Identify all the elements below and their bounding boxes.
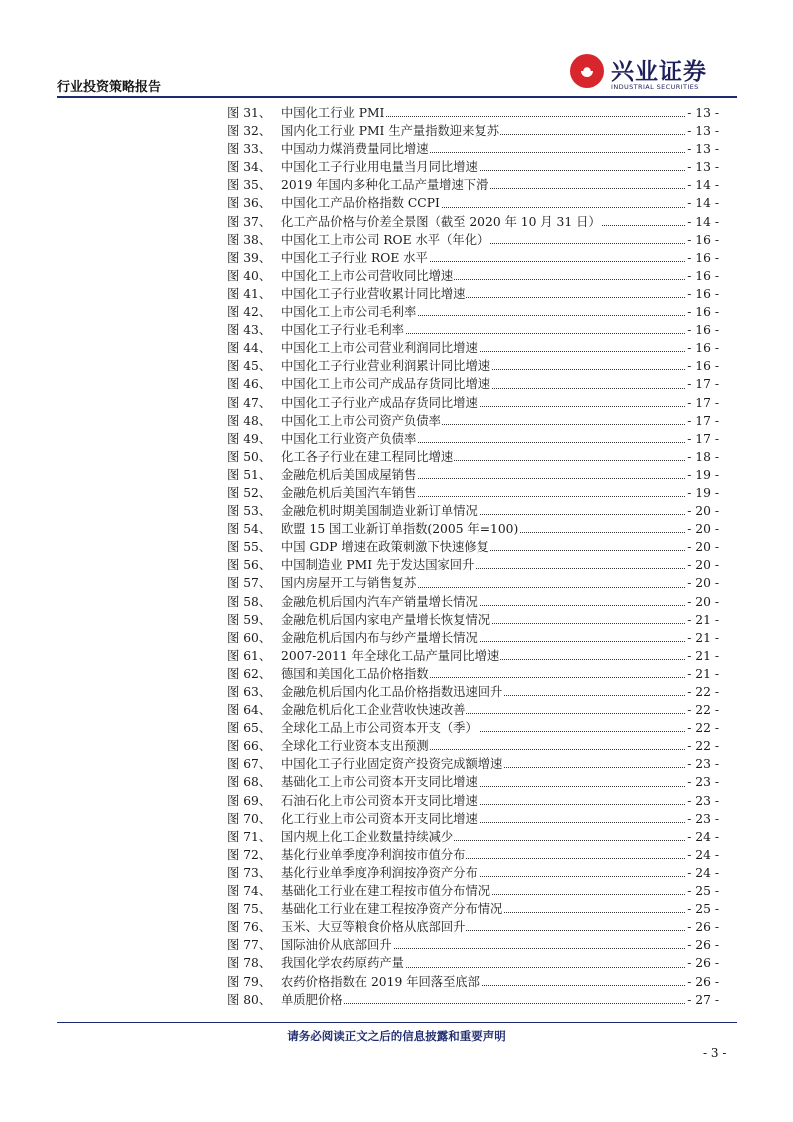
toc-entry[interactable]	[227, 122, 719, 140]
toc-figure-title: 中国化工产品价格指数 CCPI	[281, 196, 440, 211]
toc-entry[interactable]	[227, 375, 719, 393]
toc-page-number: - 25 -	[685, 882, 719, 900]
toc-entry[interactable]	[227, 502, 719, 520]
toc-title-wrap	[281, 520, 679, 538]
toc-page-number: - 13 -	[685, 140, 719, 158]
toc-figure-title: 金融危机后国内化工品价格指数迅速回升	[281, 685, 503, 699]
toc-page-number: - 16 -	[685, 249, 719, 267]
toc-figure-title: 2019 年国内多种化工品产量增速下滑	[281, 178, 489, 193]
toc-figure-title: 玉米、大豆等粮食价格从底部回升	[281, 920, 466, 935]
toc-figure-title: 国内化工行业 PMI 生产量指数迎来复苏	[281, 124, 499, 139]
toc-entry[interactable]	[227, 466, 719, 484]
toc-figure-number: 图 55、	[227, 540, 272, 555]
toc-figure-title: 中国化工上市公司营业利润同比增速	[281, 341, 478, 356]
toc-title-wrap	[281, 357, 679, 375]
toc-page-number: - 23 -	[685, 755, 719, 773]
toc-figure-title: 中国 GDP 增速在政策刺激下快速修复	[281, 540, 489, 555]
toc-title-wrap	[281, 375, 679, 393]
toc-entry[interactable]	[227, 593, 719, 611]
toc-entry[interactable]	[227, 249, 719, 267]
toc-figure-number: 图 34、	[227, 160, 272, 175]
toc-entry[interactable]	[227, 267, 719, 285]
toc-entry[interactable]	[227, 864, 719, 882]
toc-page-number: - 20 -	[685, 574, 719, 592]
toc-figure-title: 中国化工上市公司 ROE 水平（年化）	[281, 232, 490, 247]
toc-page-number: - 22 -	[685, 683, 719, 701]
toc-entry[interactable]	[227, 321, 719, 339]
toc-page-number: - 19 -	[685, 466, 719, 484]
toc-page-number: - 14 -	[685, 213, 719, 231]
footer-disclaimer: 请务必阅读正文之后的信息披露和重要声明	[287, 1029, 506, 1043]
toc-title-wrap	[281, 538, 679, 556]
toc-figure-title: 中国化工上市公司毛利率	[281, 305, 417, 320]
toc-figure-number: 图 36、	[227, 196, 272, 211]
toc-figure-number: 图 72、	[227, 847, 272, 862]
logo-chinese-text: 兴业证券	[611, 59, 707, 85]
toc-title-wrap	[281, 140, 679, 158]
toc-entry[interactable]	[227, 629, 719, 647]
toc-entry[interactable]	[227, 213, 719, 231]
toc-title-wrap	[281, 991, 679, 1009]
toc-page-number: - 22 -	[685, 737, 719, 755]
toc-figure-number: 图 64、	[227, 703, 272, 718]
toc-entry[interactable]	[227, 303, 719, 321]
toc-title-wrap	[281, 574, 679, 592]
report-type-label: 行业投资策略报告	[57, 80, 162, 95]
toc-figure-number: 图 60、	[227, 630, 272, 645]
toc-figure-number: 图 40、	[227, 268, 272, 283]
toc-page-number: - 16 -	[685, 231, 719, 249]
toc-figure-title: 金融危机后国内家电产量增长恢复情况	[281, 612, 491, 627]
toc-entry[interactable]	[227, 357, 719, 375]
toc-title-wrap	[281, 484, 679, 502]
toc-title-wrap	[281, 466, 679, 484]
toc-page-number: - 26 -	[685, 954, 719, 972]
toc-entry[interactable]	[227, 683, 719, 701]
page-number: - 3 -	[703, 1046, 727, 1060]
toc-title-wrap	[281, 339, 679, 357]
toc-figure-number: 图 66、	[227, 739, 272, 754]
toc-title-wrap	[281, 213, 679, 231]
toc-figure-number: 图 73、	[227, 865, 272, 880]
toc-title-wrap	[281, 158, 679, 176]
toc-figure-title: 中国化工上市公司资产负债率	[281, 413, 441, 428]
toc-figure-number: 图 69、	[227, 793, 272, 808]
toc-figure-title: 金融危机后国内汽车产销量增长情况	[281, 594, 478, 609]
toc-title-wrap	[281, 122, 679, 140]
toc-title-wrap	[281, 737, 679, 755]
toc-figure-title: 基础化工行业在建工程按净资产分布情况	[281, 902, 503, 917]
toc-figure-title: 中国化工子行业产成品存货同比增速	[281, 395, 478, 410]
toc-title-wrap	[281, 593, 679, 611]
toc-figure-title: 单质肥价格	[281, 992, 343, 1007]
toc-title-wrap	[281, 194, 679, 212]
toc-figure-number: 图 42、	[227, 305, 272, 320]
toc-entry[interactable]	[227, 231, 719, 249]
toc-figure-number: 图 67、	[227, 757, 272, 772]
toc-page-number: - 24 -	[685, 864, 719, 882]
toc-figure-title: 我国化学农药原药产量	[281, 956, 404, 971]
toc-figure-number: 图 56、	[227, 558, 272, 573]
toc-figure-title: 中国化工上市公司营收同比增速	[281, 268, 454, 283]
toc-figure-title: 金融危机后化工企业营收快速改善	[281, 703, 466, 718]
toc-entry[interactable]	[227, 719, 719, 737]
toc-figure-title: 中国化工子行业营收累计同比增速	[281, 286, 466, 301]
toc-title-wrap	[281, 683, 679, 701]
toc-figure-title: 金融危机后美国汽车销售	[281, 485, 417, 500]
toc-figure-title: 金融危机后美国成屋销售	[281, 467, 417, 482]
toc-title-wrap	[281, 973, 679, 991]
toc-page-number: - 17 -	[685, 412, 719, 430]
toc-figure-number: 图 75、	[227, 902, 272, 917]
toc-figure-number: 图 31、	[227, 106, 272, 120]
toc-page-number: - 26 -	[685, 936, 719, 954]
toc-figure-number: 图 52、	[227, 485, 272, 500]
toc-figure-number: 图 77、	[227, 938, 272, 953]
toc-page-number: - 19 -	[685, 484, 719, 502]
toc-title-wrap	[281, 954, 679, 972]
toc-entry[interactable]	[227, 882, 719, 900]
toc-entry[interactable]	[227, 755, 719, 773]
toc-figure-number: 图 32、	[227, 124, 272, 139]
toc-figure-number: 图 61、	[227, 648, 272, 663]
toc-title-wrap	[281, 900, 679, 918]
toc-entry[interactable]	[227, 394, 719, 412]
toc-figure-number: 图 74、	[227, 884, 272, 899]
toc-title-wrap	[281, 321, 679, 339]
toc-entry[interactable]	[227, 611, 719, 629]
toc-figure-title: 金融危机后国内布与纱产量增长情况	[281, 630, 478, 645]
toc-entry[interactable]	[227, 701, 719, 719]
toc-page-number: - 20 -	[685, 538, 719, 556]
toc-figure-number: 图 49、	[227, 431, 272, 446]
toc-entry[interactable]	[227, 430, 719, 448]
toc-page-number: - 16 -	[685, 303, 719, 321]
toc-entry[interactable]	[227, 339, 719, 357]
toc-entry[interactable]	[227, 773, 719, 791]
toc-page-number: - 20 -	[685, 520, 719, 538]
toc-entry[interactable]	[227, 918, 719, 936]
toc-figure-number: 图 65、	[227, 721, 272, 736]
toc-entry[interactable]	[227, 737, 719, 755]
toc-title-wrap	[281, 828, 679, 846]
toc-title-wrap	[281, 810, 679, 828]
toc-figure-number: 图 54、	[227, 522, 272, 537]
toc-title-wrap	[281, 665, 679, 683]
toc-page-number: - 13 -	[685, 158, 719, 176]
toc-title-wrap	[281, 285, 679, 303]
toc-entry[interactable]	[227, 900, 719, 918]
toc-figure-number: 图 53、	[227, 504, 272, 519]
toc-figure-title: 中国化工子行业营业利润累计同比增速	[281, 359, 491, 374]
toc-figure-number: 图 63、	[227, 685, 272, 699]
toc-title-wrap	[281, 719, 679, 737]
toc-title-wrap	[281, 846, 679, 864]
toc-entry[interactable]	[227, 810, 719, 828]
toc-figure-number: 图 39、	[227, 250, 272, 265]
toc-entry[interactable]	[227, 448, 719, 466]
toc-page-number: - 18 -	[685, 448, 719, 466]
toc-title-wrap	[281, 502, 679, 520]
toc-entry[interactable]	[227, 647, 719, 665]
toc-entry[interactable]	[227, 158, 719, 176]
toc-figure-title: 基础化工上市公司资本开支同比增速	[281, 775, 478, 790]
toc-entry[interactable]	[227, 574, 719, 592]
toc-entry[interactable]	[227, 538, 719, 556]
toc-title-wrap	[281, 394, 679, 412]
toc-figure-number: 图 76、	[227, 920, 272, 935]
toc-figure-title: 石油石化上市公司资本开支同比增速	[281, 793, 478, 808]
toc-title-wrap	[281, 611, 679, 629]
toc-figure-title: 国内规上化工企业数量持续减少	[281, 829, 454, 844]
toc-figure-title: 化工各子行业在建工程同比增速	[281, 449, 454, 464]
toc-figure-number: 图 46、	[227, 377, 272, 392]
toc-entry[interactable]	[227, 954, 719, 972]
toc-figure-number: 图 71、	[227, 829, 272, 844]
toc-figure-number: 图 62、	[227, 666, 272, 681]
toc-entry[interactable]	[227, 520, 719, 538]
toc-figure-title: 中国动力煤消费量同比增速	[281, 142, 429, 157]
toc-title-wrap	[281, 176, 679, 194]
toc-entry[interactable]	[227, 846, 719, 864]
toc-page-number: - 24 -	[685, 846, 719, 864]
logo-english-text: INDUSTRIAL SECURITIES	[611, 83, 699, 91]
toc-entry[interactable]	[227, 556, 719, 574]
toc-figure-number: 图 80、	[227, 992, 272, 1007]
toc-page-number: - 22 -	[685, 701, 719, 719]
toc-figure-title: 中国化工子行业 ROE 水平	[281, 250, 428, 265]
toc-figure-title: 中国化工上市公司产成品存货同比增速	[281, 377, 491, 392]
toc-page-number: - 17 -	[685, 375, 719, 393]
toc-page-number: - 26 -	[685, 918, 719, 936]
toc-page-number: - 17 -	[685, 430, 719, 448]
toc-entry[interactable]	[227, 484, 719, 502]
toc-page-number: - 21 -	[685, 629, 719, 647]
toc-title-wrap	[281, 303, 679, 321]
header-divider	[57, 96, 737, 98]
toc-figure-number: 图 58、	[227, 594, 272, 609]
toc-page-number: - 16 -	[685, 357, 719, 375]
toc-figure-title: 中国化工子行业毛利率	[281, 323, 404, 338]
company-logo	[568, 52, 738, 96]
toc-page-number: - 23 -	[685, 810, 719, 828]
toc-entry[interactable]	[227, 665, 719, 683]
toc-page-number: - 20 -	[685, 502, 719, 520]
toc-figure-title: 国内房屋开工与销售复苏	[281, 576, 417, 591]
logo-mark-icon	[568, 52, 606, 90]
footer-divider	[57, 1022, 737, 1023]
toc-entry[interactable]	[227, 792, 719, 810]
toc-page-number: - 14 -	[685, 194, 719, 212]
toc-figure-title: 中国化工行业资产负债率	[281, 431, 417, 446]
toc-entry[interactable]	[227, 828, 719, 846]
toc-page-number: - 13 -	[685, 104, 719, 122]
toc-figure-number: 图 37、	[227, 214, 272, 229]
toc-figure-title: 全球化工行业资本支出预测	[281, 739, 429, 754]
toc-figure-number: 图 48、	[227, 413, 272, 428]
toc-figure-title: 2007-2011 年全球化工品产量同比增速	[281, 648, 500, 663]
toc-figure-title: 基化行业单季度净利润按净资产分布	[281, 865, 478, 880]
toc-page-number: - 16 -	[685, 267, 719, 285]
toc-figure-number: 图 79、	[227, 974, 272, 989]
toc-page-number: - 24 -	[685, 828, 719, 846]
toc-title-wrap	[281, 267, 679, 285]
toc-entry[interactable]	[227, 194, 719, 212]
toc-page-number: - 22 -	[685, 719, 719, 737]
toc-page-number: - 27 -	[685, 991, 719, 1009]
toc-page-number: - 14 -	[685, 176, 719, 194]
toc-figure-number: 图 45、	[227, 359, 272, 374]
toc-title-wrap	[281, 936, 679, 954]
toc-title-wrap	[281, 773, 679, 791]
toc-entry[interactable]	[227, 412, 719, 430]
toc-title-wrap	[281, 430, 679, 448]
toc-title-wrap	[281, 629, 679, 647]
figure-list	[227, 104, 719, 1009]
toc-figure-title: 中国化工行业 PMI	[281, 106, 385, 120]
toc-page-number: - 20 -	[685, 593, 719, 611]
toc-figure-number: 图 50、	[227, 449, 272, 464]
toc-figure-number: 图 44、	[227, 341, 272, 356]
toc-page-number: - 21 -	[685, 647, 719, 665]
toc-title-wrap	[281, 231, 679, 249]
toc-title-wrap	[281, 701, 679, 719]
toc-figure-number: 图 78、	[227, 956, 272, 971]
toc-title-wrap	[281, 104, 679, 122]
toc-page-number: - 21 -	[685, 611, 719, 629]
toc-figure-title: 德国和美国化工品价格指数	[281, 666, 429, 681]
toc-title-wrap	[281, 882, 679, 900]
toc-entry[interactable]	[227, 973, 719, 991]
toc-figure-title: 中国化工子行业用电量当月同比增速	[281, 160, 478, 175]
toc-figure-number: 图 41、	[227, 286, 272, 301]
toc-figure-number: 图 47、	[227, 395, 272, 410]
toc-figure-title: 国际油价从底部回升	[281, 938, 392, 953]
toc-page-number: - 26 -	[685, 973, 719, 991]
toc-title-wrap	[281, 647, 679, 665]
toc-page-number: - 20 -	[685, 556, 719, 574]
toc-title-wrap	[281, 412, 679, 430]
toc-figure-number: 图 35、	[227, 178, 272, 193]
toc-figure-number: 图 57、	[227, 576, 272, 591]
toc-figure-number: 图 59、	[227, 612, 272, 627]
toc-figure-title: 基化行业单季度净利润按市值分布	[281, 847, 466, 862]
toc-page-number: - 23 -	[685, 792, 719, 810]
toc-figure-title: 中国化工子行业固定资产投资完成额增速	[281, 757, 503, 772]
toc-entry[interactable]	[227, 176, 719, 194]
toc-page-number: - 17 -	[685, 394, 719, 412]
toc-figure-number: 图 51、	[227, 467, 272, 482]
toc-figure-number: 图 38、	[227, 232, 272, 247]
toc-title-wrap	[281, 864, 679, 882]
toc-page-number: - 16 -	[685, 321, 719, 339]
toc-figure-title: 农药价格指数在 2019 年回落至底部	[281, 974, 480, 989]
toc-title-wrap	[281, 249, 679, 267]
toc-title-wrap	[281, 792, 679, 810]
toc-figure-title: 全球化工品上市公司资本开支（季）	[281, 721, 478, 736]
toc-page-number: - 25 -	[685, 900, 719, 918]
toc-figure-number: 图 33、	[227, 142, 272, 157]
toc-page-number: - 13 -	[685, 122, 719, 140]
toc-page-number: - 23 -	[685, 773, 719, 791]
toc-figure-title: 金融危机时期美国制造业新订单情况	[281, 504, 478, 519]
toc-title-wrap	[281, 448, 679, 466]
toc-figure-title: 化工产品价格与价差全景图（截至 2020 年 10 月 31 日）	[281, 214, 601, 229]
toc-entry[interactable]	[227, 936, 719, 954]
toc-figure-title: 基础化工行业在建工程按市值分布情况	[281, 884, 491, 899]
toc-title-wrap	[281, 755, 679, 773]
toc-page-number: - 16 -	[685, 339, 719, 357]
toc-title-wrap	[281, 556, 679, 574]
toc-figure-title: 化工行业上市公司资本开支同比增速	[281, 811, 478, 826]
toc-page-number: - 21 -	[685, 665, 719, 683]
toc-figure-number: 图 68、	[227, 775, 272, 790]
toc-title-wrap	[281, 918, 679, 936]
toc-entry[interactable]	[227, 285, 719, 303]
toc-entry[interactable]	[227, 140, 719, 158]
toc-entry[interactable]	[227, 991, 719, 1009]
toc-figure-number: 图 43、	[227, 323, 272, 338]
toc-figure-number: 图 70、	[227, 811, 272, 826]
toc-entry[interactable]	[227, 104, 719, 122]
toc-figure-title: 中国制造业 PMI 先于发达国家回升	[281, 558, 475, 573]
toc-figure-title: 欧盟 15 国工业新订单指数(2005 年=100)	[281, 522, 519, 537]
toc-page-number: - 16 -	[685, 285, 719, 303]
